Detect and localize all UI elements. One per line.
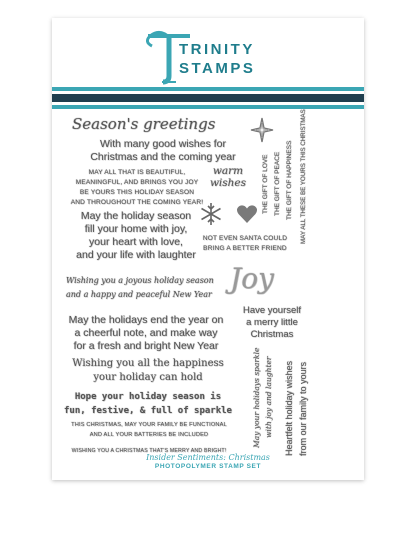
stamp-vertical-gift-peace: THE GIFT OF PEACE bbox=[274, 151, 281, 216]
stamp-good-wishes-line2: Christmas and the coming year bbox=[90, 151, 236, 163]
stamp-beautiful-line4: AND THROUGHOUT THE COMING YEAR! bbox=[70, 199, 204, 206]
stamp-fill-home-line3: your heart with love, bbox=[89, 236, 183, 248]
stamp-happiness-line1: Wishing you all the happiness bbox=[72, 358, 224, 369]
stamp-joy: Joy bbox=[230, 262, 274, 295]
heart-icon bbox=[236, 204, 258, 224]
stamp-joyous-line2: and a happy and peaceful New Year bbox=[66, 290, 212, 299]
stamp-wishes: wishes bbox=[209, 177, 247, 189]
stamp-cheerful-line2: a cheerful note, and make way bbox=[74, 327, 218, 339]
stamp-vertical-heartfelt-line1: Heartfelt holiday wishes bbox=[284, 360, 294, 456]
stamp-vertical-heartfelt-line2: from our family to yours bbox=[298, 361, 308, 456]
product-type: PHOTOPOLYMER STAMP SET bbox=[154, 463, 262, 470]
stamp-fill-home-line2: fill your home with joy, bbox=[84, 223, 188, 235]
stamp-warm: warm bbox=[212, 165, 244, 177]
stamp-vertical-all-these: MAY ALL THESE BE YOURS THIS CHRISTMAS bbox=[300, 109, 307, 244]
stamp-santa-line1: NOT EVEN SANTA COULD bbox=[202, 235, 288, 242]
stamp-sheet bbox=[52, 18, 364, 480]
star-icon bbox=[250, 117, 274, 143]
stamp-merry-little-line3: Christmas bbox=[250, 329, 294, 340]
stamp-happiness-line2: your holiday can hold bbox=[93, 372, 203, 383]
brand-name-line1: TRINITY bbox=[179, 41, 255, 58]
stamp-good-wishes-line1: With many good wishes for bbox=[99, 138, 227, 150]
stamp-beautiful-line2: MEANINGFUL, AND BRINGS YOU JOY bbox=[75, 179, 199, 186]
stamp-vertical-sparkle-line1: May your holidays sparkle bbox=[252, 347, 261, 448]
stamp-functional-line2: AND ALL YOUR BATTERIES BE INCLUDED bbox=[89, 432, 209, 438]
stamp-joyous-line1: Wishing you a joyous holiday season bbox=[66, 276, 214, 285]
stamp-cheerful-line3: for a fresh and bright New Year bbox=[73, 340, 219, 352]
stamp-beautiful-line1: MAY ALL THAT IS BEAUTIFUL, bbox=[88, 169, 186, 176]
product-name: Insider Sentiments: Christmas bbox=[146, 453, 270, 462]
stamp-merry-little-line2: a merry little bbox=[246, 317, 298, 328]
stamp-vertical-sparkle-line2: with joy and laughter bbox=[264, 356, 273, 438]
brand-name-line2: STAMPS bbox=[179, 60, 256, 77]
stamp-merry-little-line1: Have yourself bbox=[242, 305, 302, 316]
stamp-fill-home-line4: and your life with laughter bbox=[76, 249, 196, 261]
stamp-vertical-gift-happiness: THE GIFT OF HAPPINESS bbox=[286, 140, 293, 220]
stamp-cheerful-line1: May the holidays end the year on bbox=[68, 314, 224, 326]
stamp-area bbox=[52, 18, 364, 480]
stamp-sparkle-line1: Hope your holiday season is bbox=[74, 392, 222, 402]
stamp-santa-line2: BRING A BETTER FRIEND bbox=[203, 245, 287, 252]
stamp-sparkle-line2: fun, festive, & full of sparkle bbox=[64, 406, 232, 416]
stamp-vertical-gift-love: THE GIFT OF LOVE bbox=[262, 154, 269, 214]
stamp-seasons-greetings: Season's greetings bbox=[72, 115, 216, 133]
stamp-merry-bright: WISHING YOU A CHRISTMAS THAT'S MERRY AND BRIGHT! bbox=[71, 448, 227, 454]
stamp-functional-line1: THIS CHRISTMAS, MAY YOUR FAMILY BE FUNCTIONAL bbox=[71, 422, 227, 428]
stamp-fill-home-line1: May the holiday season bbox=[80, 210, 192, 222]
stamp-beautiful-line3: BE YOURS THIS HOLIDAY SEASON bbox=[79, 189, 195, 196]
